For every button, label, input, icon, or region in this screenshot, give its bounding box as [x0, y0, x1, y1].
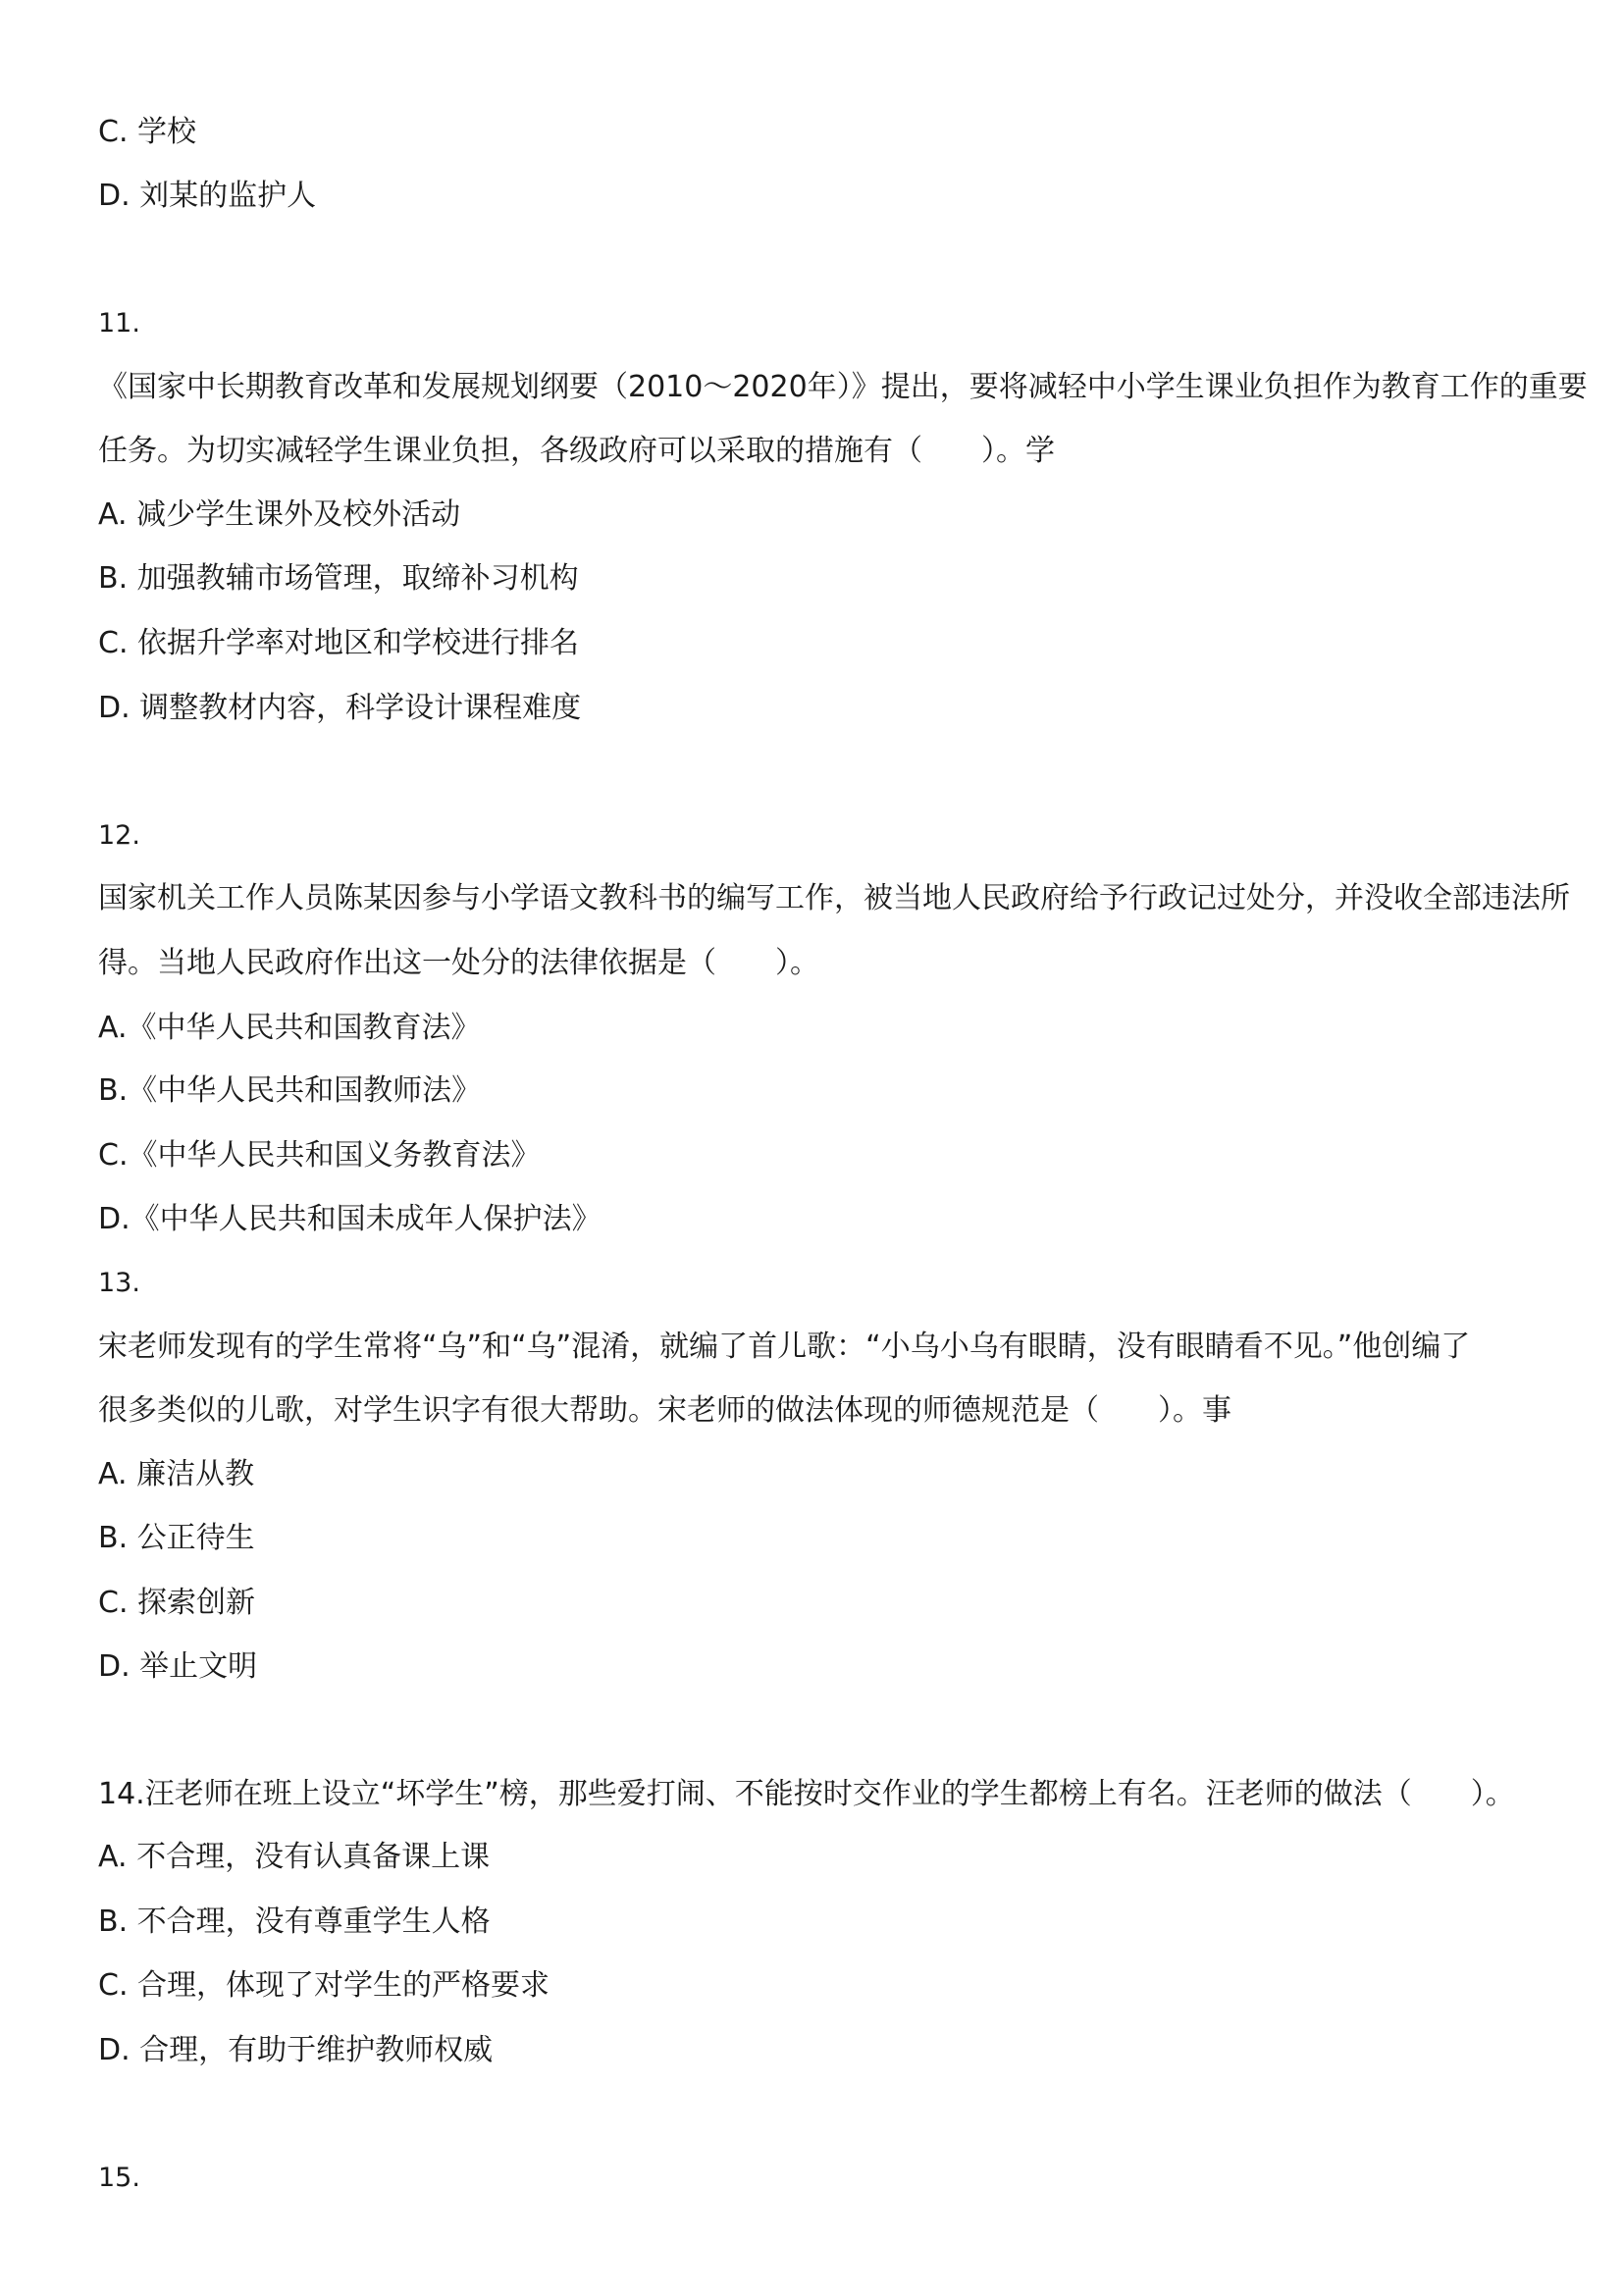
- question-11-text-line-2: 任务。为切实减轻学生课业负担，各级政府可以采取的措施有（ ）。学: [98, 434, 1055, 468]
- question-11-text-line-1: 《国家中长期教育改革和发展规划纲要（2010～2020年）》提出，要将减轻中小学生课业负担作为教育工作的重要: [98, 370, 1588, 404]
- option-c-q14: C. 合理，体现了对学生的严格要求: [98, 1968, 550, 2003]
- question-13-text-line-1: 宋老师发现有的学生常将“乌”和“乌”混淆，就编了首儿歌：“小乌小乌有眼睛，没有眼睛看不见。”他创编了: [98, 1330, 1471, 1364]
- option-c-q13: C. 探索创新: [98, 1586, 256, 1620]
- option-c-q11: C. 依据升学率对地区和学校进行排名: [98, 626, 580, 660]
- option-d-q13: D. 举止文明: [98, 1649, 258, 1684]
- question-13-text-line-2: 很多类似的儿歌，对学生识字有很大帮助。宋老师的做法体现的师德规范是（ ）。事: [98, 1393, 1231, 1428]
- question-12-text-line-2: 得。当地人民政府作出这一处分的法律依据是（ ）。: [98, 946, 819, 980]
- question-number-12: 12.: [98, 820, 140, 851]
- option-d-q11: D. 调整教材内容，科学设计课程难度: [98, 691, 582, 725]
- option-c-q10: C. 学校: [98, 115, 197, 149]
- option-b-q14: B. 不合理，没有尊重学生人格: [98, 1905, 491, 1939]
- option-a-q13: A. 廉洁从教: [98, 1457, 255, 1491]
- option-d-q12: D.《中华人民共和国未成年人保护法》: [98, 1202, 602, 1236]
- question-14-text: 14.汪老师在班上设立“坏学生”榜，那些爱打闹、不能按时交作业的学生都榜上有名。汪老师的做法（ ）。: [98, 1777, 1515, 1811]
- question-12-text-line-1: 国家机关工作人员陈某因参与小学语文教科书的编写工作，被当地人民政府给予行政记过处分，并没收全部违法所: [98, 881, 1570, 915]
- option-a-q14: A. 不合理，没有认真备课上课: [98, 1840, 491, 1874]
- question-number-11: 11.: [98, 308, 140, 339]
- question-number-15: 15.: [98, 2163, 140, 2193]
- option-a-q12: A.《中华人民共和国教育法》: [98, 1011, 481, 1045]
- option-b-q13: B. 公正待生: [98, 1521, 255, 1555]
- option-c-q12: C.《中华人民共和国义务教育法》: [98, 1138, 541, 1173]
- option-d-q10: D. 刘某的监护人: [98, 179, 317, 213]
- question-number-13: 13.: [98, 1268, 140, 1298]
- option-a-q11: A. 减少学生课外及校外活动: [98, 497, 461, 532]
- option-b-q12: B.《中华人民共和国教师法》: [98, 1073, 482, 1108]
- option-d-q14: D. 合理，有助于维护教师权威: [98, 2033, 494, 2067]
- option-b-q11: B. 加强教辅市场管理，取缔补习机构: [98, 561, 579, 596]
